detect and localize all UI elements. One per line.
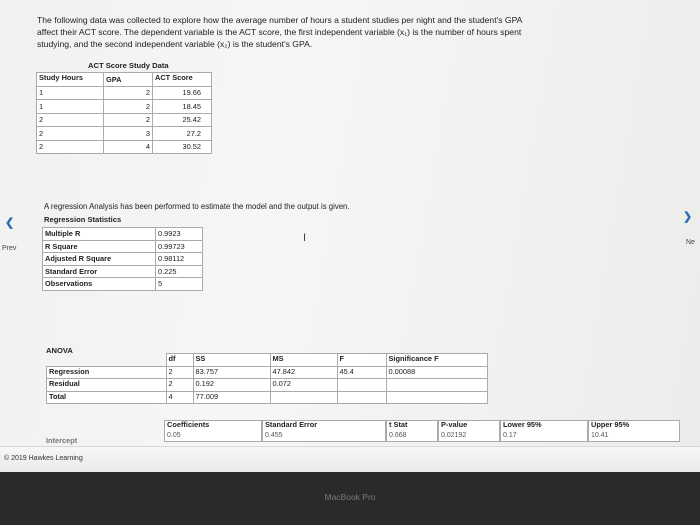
table-row: [37, 86, 212, 100]
cell-hours: 2: [37, 140, 104, 154]
cell-df: 2: [166, 366, 193, 379]
anova-title: ANOVA: [46, 346, 73, 355]
stat-value: 5: [156, 278, 203, 291]
header-ms: MS: [270, 354, 337, 367]
header-significance-f: Significance F: [386, 354, 487, 367]
intro-line-1: The following data was collected to explore how the average number of hours a student studies per night and the student's GPA: [37, 15, 523, 25]
row-label: Residual: [47, 379, 167, 392]
cell-ss: 0.192: [193, 379, 270, 392]
intercept-coef: 0.05: [167, 432, 181, 439]
intercept-upper: 10.41: [591, 432, 609, 439]
header-p-value: P-value: [441, 420, 468, 429]
header-coefficients: Coefficients: [167, 420, 210, 429]
row-label: Regression: [47, 366, 167, 379]
cell-ms: 0.072: [270, 379, 337, 392]
table-row: [43, 240, 203, 253]
table-row: [47, 391, 488, 404]
cell-ss: 77.009: [193, 391, 270, 404]
stat-value: 0.9923: [156, 228, 203, 241]
header-df: df: [166, 354, 193, 367]
intercept-lower: 0.17: [503, 432, 517, 439]
table-row: [37, 100, 212, 114]
header-t-stat: t Stat: [389, 420, 408, 429]
stat-label: Adjusted R Square: [43, 253, 156, 266]
table-row: [47, 379, 488, 392]
table-row: [43, 253, 203, 266]
header-act-score: ACT Score: [153, 73, 212, 87]
next-button[interactable]: Ne: [686, 239, 695, 246]
cell-hours: 1: [37, 86, 104, 100]
problem-intro: [37, 14, 677, 51]
header-f: F: [337, 354, 386, 367]
chevron-left-icon[interactable]: ❮: [5, 217, 15, 229]
regression-stats-title: Regression Statistics: [44, 215, 122, 224]
study-data-table: [36, 72, 212, 154]
header-gpa: GPA: [104, 73, 153, 87]
intercept-se: 0.455: [265, 432, 283, 439]
intro-line-3: studying, and the second independent variable (x₂) is the student's GPA.: [37, 39, 313, 50]
table-header-row: [47, 354, 488, 367]
anova-table: [46, 353, 488, 404]
cell-f: 45.4: [337, 366, 386, 379]
regression-stats-table: [42, 227, 203, 291]
copyright-text: © 2019 Hawkes Learning: [4, 455, 83, 462]
chevron-right-icon[interactable]: ❯: [683, 211, 693, 223]
cell-gpa: 3: [104, 127, 153, 141]
table-row: [43, 265, 203, 278]
header-spacer: [47, 354, 167, 367]
cell-act: 27.2: [153, 127, 212, 141]
stat-value: 0.98112: [156, 253, 203, 266]
cell-df: 4: [166, 391, 193, 404]
table-header-row: [37, 73, 212, 87]
cell-gpa: 2: [104, 100, 153, 114]
study-table-title: ACT Score Study Data: [88, 61, 169, 70]
prev-button[interactable]: Prev: [2, 245, 17, 252]
table-row: [47, 366, 488, 379]
intercept-p: 0.02192: [441, 432, 467, 439]
cell-gpa: 4: [104, 140, 153, 154]
header-ss: SS: [193, 354, 270, 367]
cell-act: 19.66: [153, 86, 212, 100]
cell-act: 18.45: [153, 100, 212, 114]
table-row: [43, 228, 203, 241]
header-study-hours: Study Hours: [37, 73, 104, 87]
cell-gpa: 2: [104, 86, 153, 100]
cell-significance-f: 0.00088: [386, 366, 487, 379]
cell-ms: 47.842: [270, 366, 337, 379]
cell-f: [337, 391, 386, 404]
cell-hours: 2: [37, 127, 104, 141]
header-upper-95: Upper 95%: [591, 420, 630, 429]
cell-hours: 1: [37, 100, 104, 114]
text-cursor-icon: I: [303, 232, 307, 244]
intro-line-2: affect their ACT score. The dependent variable is the ACT score, the first independent variable (x₁) is the number of hours spent: [37, 27, 522, 38]
intercept-label: Intercept: [46, 436, 78, 445]
regression-intro: A regression Analysis has been performed to estimate the model and the output is given.: [44, 202, 350, 211]
header-standard-error: Standard Error: [265, 420, 318, 429]
cell-hours: 2: [37, 113, 104, 127]
cell-ms: [270, 391, 337, 404]
header-lower-95: Lower 95%: [503, 420, 542, 429]
cell-gpa: 2: [104, 113, 153, 127]
table-row: [37, 113, 212, 127]
cell-significance-f: [386, 379, 487, 392]
stat-value: 0.225: [156, 265, 203, 278]
row-label: Total: [47, 391, 167, 404]
stat-label: Observations: [43, 278, 156, 291]
table-row: [37, 127, 212, 141]
cell-act: 25.42: [153, 113, 212, 127]
intercept-t: 0.668: [389, 432, 407, 439]
stat-value: 0.99723: [156, 240, 203, 253]
footer-bar: [0, 446, 700, 472]
cell-f: [337, 379, 386, 392]
stat-label: Standard Error: [43, 265, 156, 278]
device-brand-label: MacBook Pro: [324, 492, 376, 502]
stat-label: Multiple R: [43, 228, 156, 241]
table-row: [43, 278, 203, 291]
cell-ss: 83.757: [193, 366, 270, 379]
cell-df: 2: [166, 379, 193, 392]
table-row: [37, 140, 212, 154]
stat-label: R Square: [43, 240, 156, 253]
cell-significance-f: [386, 391, 487, 404]
cell-act: 30.52: [153, 140, 212, 154]
